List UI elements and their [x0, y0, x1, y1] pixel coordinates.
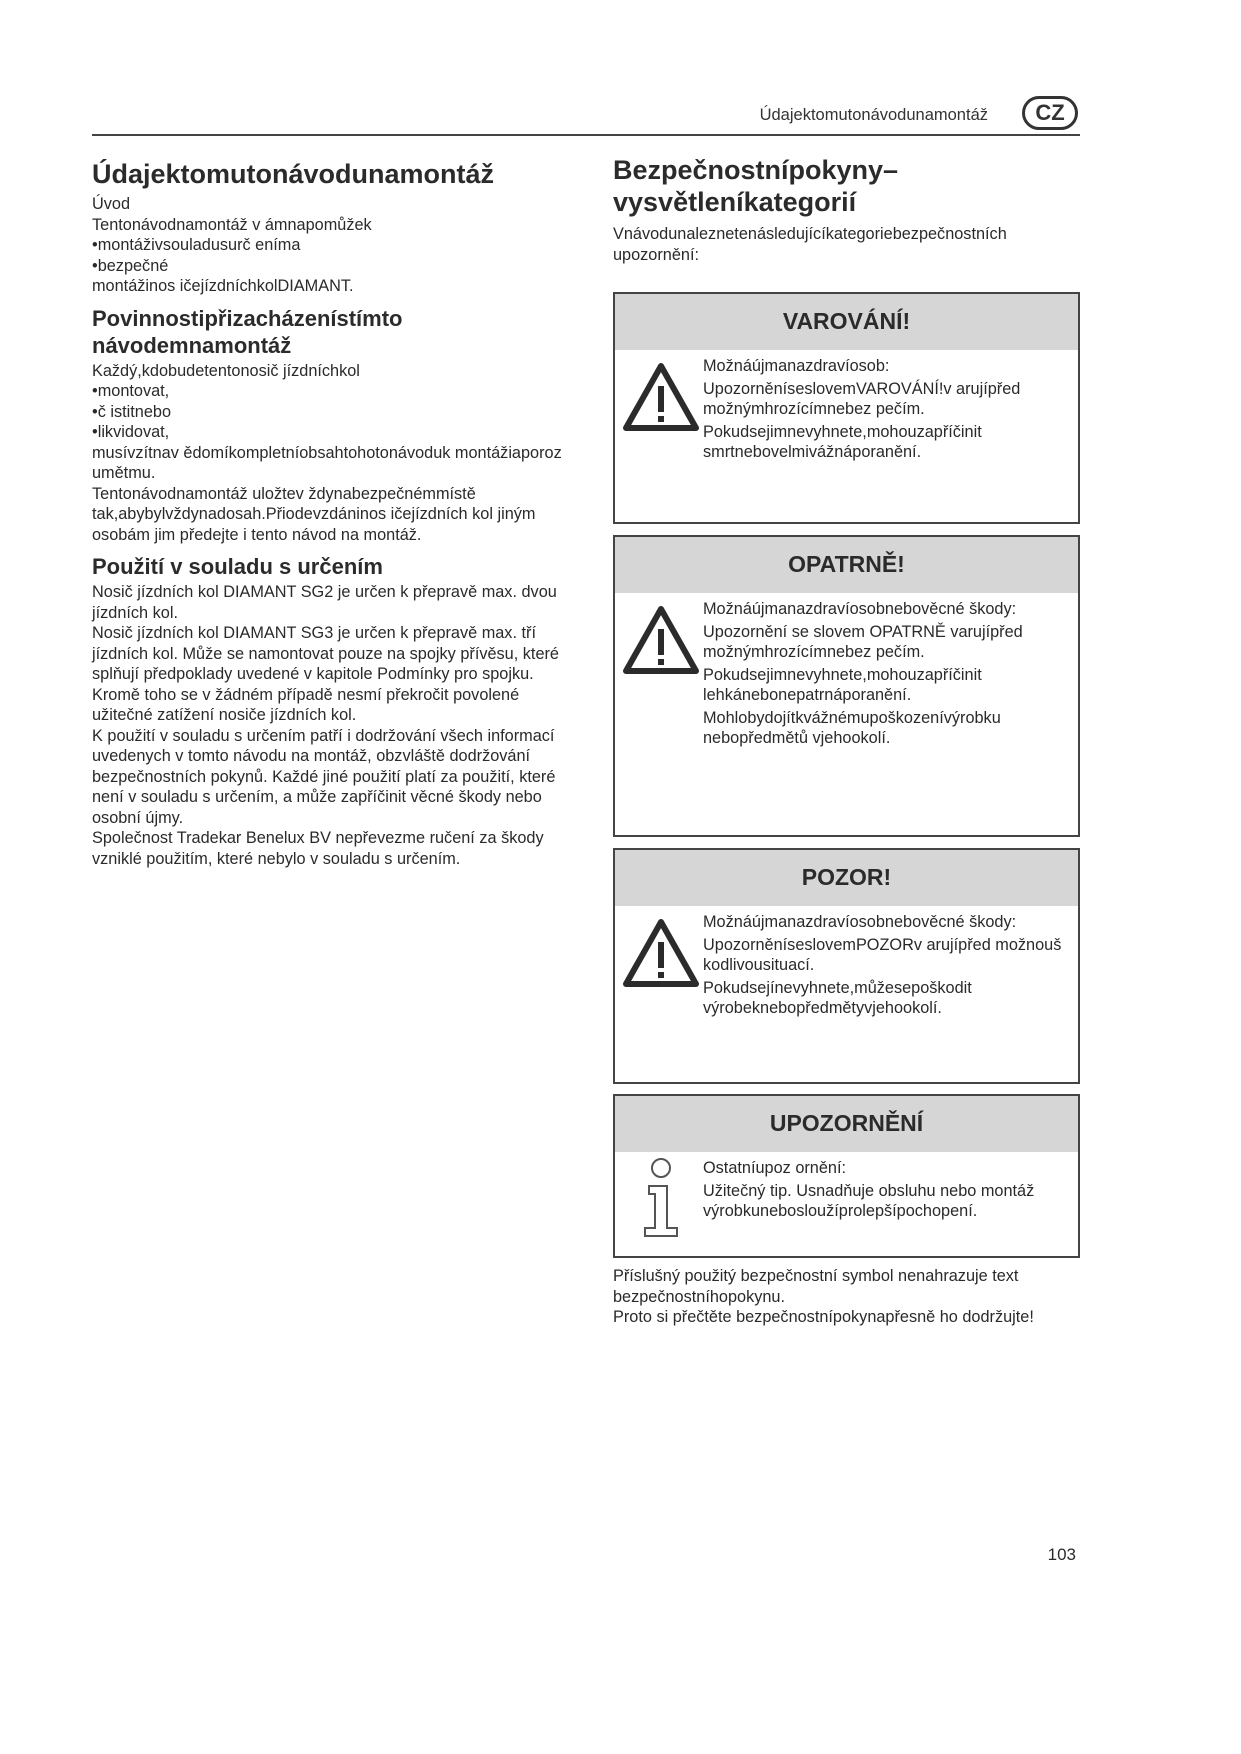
right-column-heading	[613, 154, 1081, 265]
paragraph: K použití v souladu s určením patří i dodržování všech informací uvedenych v tomto návodu na montáž, obzvláště dodržování bezpečnostních pokynů. Každé jiné použití platí za použití, které není v souladu s určením, a může zapříčinit věcné škody nebo osobní újmy.	[92, 726, 556, 827]
notice-box	[613, 1094, 1080, 1258]
footer-line: Proto si přečtěte bezpečnostnípokynapřesně ho dodržujte!	[613, 1308, 1034, 1326]
box-line: UpozorněníseslovemPOZORv arujípřed možnouš kodlivousituací.	[703, 935, 1062, 974]
box-line: Pokudsejimnevyhnete,mohouzapříčinit lehkánebonepatrnáporanění.	[703, 665, 982, 704]
left-column	[92, 158, 562, 869]
main-heading: Údajektomutonávodunamontáž	[92, 159, 495, 189]
paragraph: •likvidovat,	[92, 423, 170, 441]
warning-triangle-icon	[623, 605, 699, 675]
box-line: Pokudsejimnevyhnete,mohouzapříčinit smrtnebovelmivážnáporanění.	[703, 422, 982, 461]
safety-heading-line1: Bezpečnostnípokyny–	[613, 155, 899, 185]
attention-box	[613, 848, 1080, 1084]
section-heading-obligations: Povinnostipřizacházenístímto návodemnamontáž	[92, 305, 403, 358]
intro-line: Tentonávodnamontáž v ámnapomůžek	[92, 215, 372, 234]
box-line: Pokudsejínevyhnete,můžesepoškodit výrobeknebopředmětyvjehookolí.	[703, 978, 972, 1017]
paragraph: Nosič jízdních kol DIAMANT SG3 je určen k přepravě max. tří jízdních kol. Může se namontovat pouze na spojky přívěsu, které splňují předpoklady uvedené v kapitole Podmínky pro spojku. Kromě toho se v žádném případě nesmí překročit povolené užitečné zatížení nosiče jízdních kol.	[92, 624, 559, 724]
running-header-title: Údajektomutonávodunamontáž	[759, 106, 988, 124]
page-number: 103	[1047, 1545, 1076, 1564]
box-line: Užitečný tip. Usnadňuje obsluhu nebo montáž výrobkunebosloužíprolepšípochopení.	[703, 1181, 1035, 1220]
box-line: Mohlobydojítkvážnémupoškozenívýrobku nebopředmětů vjehookolí.	[703, 708, 1001, 747]
section-heading-intended-use: Použití v souladu s určením	[92, 554, 383, 579]
info-icon	[623, 1156, 699, 1240]
intro-line: montážinos ičejízdníchkolDIAMANT.	[92, 277, 354, 295]
warning-triangle-icon	[623, 362, 699, 432]
paragraph: Každý,kdobudetentonosič jízdníchkol	[92, 361, 360, 380]
safety-footer-note	[613, 1266, 1081, 1328]
box-body	[703, 356, 1068, 465]
box-line: Ostatníupoz ornění:	[703, 1159, 847, 1177]
box-body	[703, 1158, 1068, 1224]
box-body	[703, 912, 1068, 1021]
safety-heading-line2: vysvětleníkategorií	[613, 187, 857, 217]
language-badge: CZ	[1022, 96, 1078, 130]
box-title: VAROVÁNÍ!	[615, 294, 1078, 350]
paragraph: Nosič jízdních kol DIAMANT SG2 je určen k přepravě max. dvou jízdních kol.	[92, 583, 557, 622]
box-line: Možnáújmanazdravíosobnebověcné škody:	[703, 600, 1017, 618]
box-title: UPOZORNĚNÍ	[615, 1096, 1078, 1152]
warning-triangle-icon	[623, 918, 699, 988]
box-body	[703, 599, 1068, 751]
paragraph: •č istitnebo	[92, 402, 172, 421]
warning-box	[613, 292, 1080, 524]
paragraph: Společnost Tradekar Benelux BV nepřevezme ručení za škody vzniklé použitím, které nebylo v souladu s určením.	[92, 829, 544, 868]
intro-line: •bezpečné	[92, 256, 169, 275]
header-rule	[92, 134, 1080, 136]
box-line: Možnáújmanazdravíosobnebověcné škody:	[703, 913, 1017, 931]
caution-box	[613, 535, 1080, 837]
box-line: Upozornění se slovem OPATRNĚ varujípřed možnýmhrozícímnebez pečím.	[703, 622, 1023, 661]
safety-intro: Vnávodunaleznetenásledujícíkategoriebezpečnostních upozornění:	[613, 225, 1007, 264]
footer-line: Příslušný použitý bezpečnostní symbol nenahrazuje text bezpečnostníhopokynu.	[613, 1267, 1019, 1306]
intro-line: Úvod	[92, 195, 131, 213]
box-line: Možnáújmanazdravíosob:	[703, 357, 890, 375]
box-line: UpozorněníseslovemVAROVÁNÍ!v arujípřed možnýmhrozícímnebez pečím.	[703, 379, 1021, 418]
paragraph: Tentonávodnamontáž uložtev ždynabezpečnémmístě tak,abybylvždynadosah.Přiodevzdáninos ičejízdních kol jiným osobám jim předejte i tento návod na montáž.	[92, 484, 536, 544]
paragraph: musívzítnav ědomíkompletníobsahtohotonávoduk montážiaporoz umětmu.	[92, 443, 562, 482]
intro-line: •montáživsouladusurč eníma	[92, 236, 301, 254]
box-title: OPATRNĚ!	[615, 537, 1078, 593]
box-title: POZOR!	[615, 850, 1078, 906]
paragraph: •montovat,	[92, 382, 170, 400]
